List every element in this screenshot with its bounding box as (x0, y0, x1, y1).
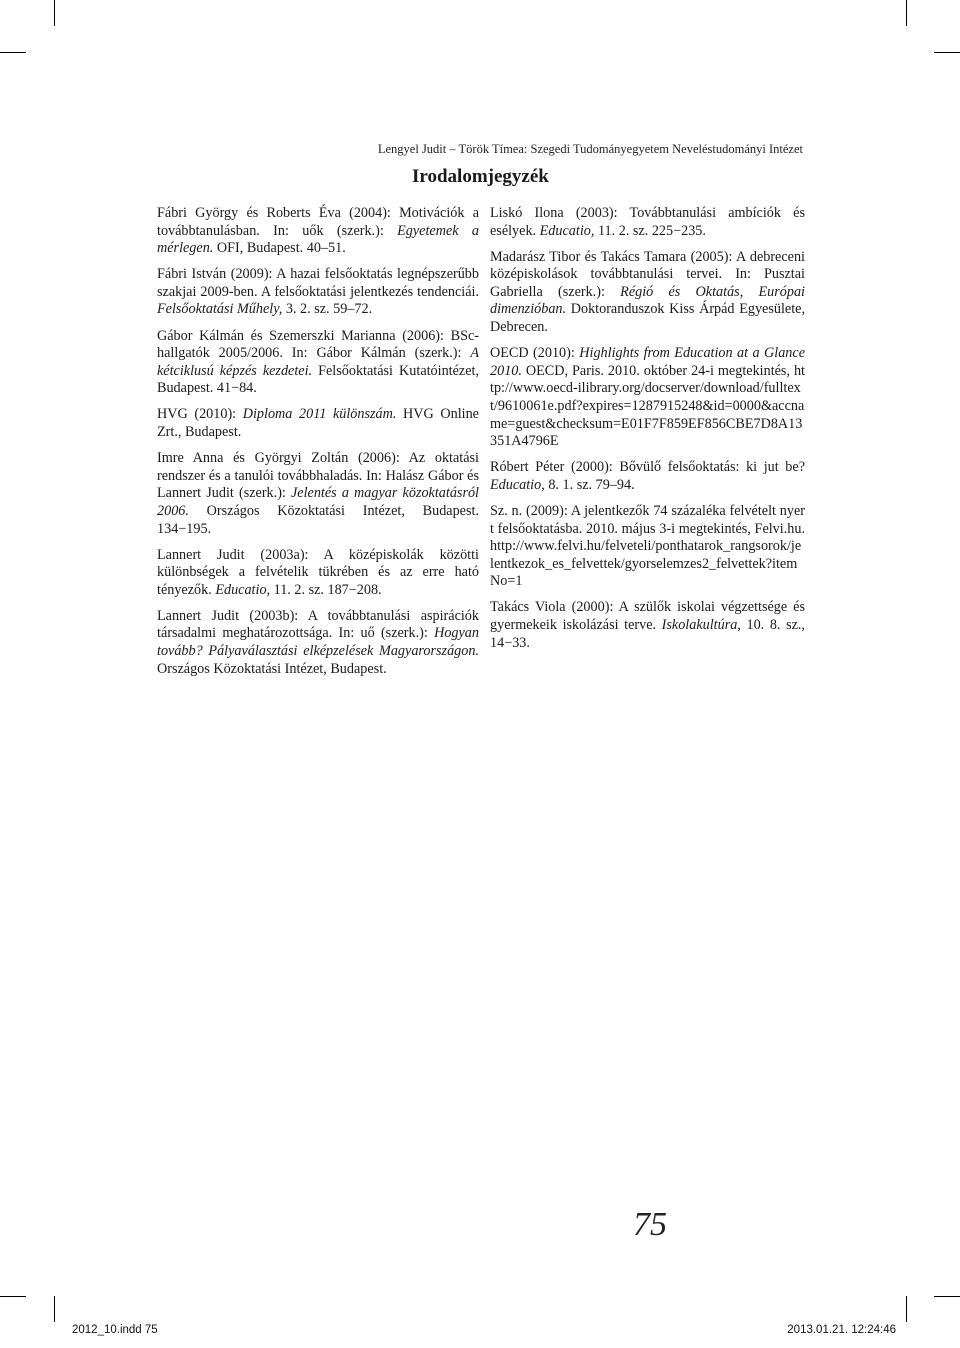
reference-entry: Takács Viola (2000): A szülők iskolai végzettsége és gyermekeik iskolázási terve. Iskolakultúra, 10. 8. sz., 14−33. (490, 599, 805, 651)
section-title: Irodalomjegyzék (412, 166, 549, 187)
crop-mark (906, 1296, 907, 1322)
crop-mark (934, 1296, 960, 1297)
references-left-column (157, 205, 479, 687)
reference-entry: Lannert Judit (2003b): A továbbtanulási aspirációk társadalmi meghatározottsága. In: uő (szerk.): Hogyan tovább? Pályaválasztási elképzelések Magyarországon. Országos Közoktatási Intézet, Budapest. (157, 607, 479, 677)
reference-entry: Lannert Judit (2003a): A középiskolák közötti különbségek a felvételik tükrében és az erre ható tényezők. Educatio, 11. 2. sz. 187−208. (157, 546, 479, 598)
reference-entry: Fábri György és Roberts Éva (2004): Motivációk a továbbtanulásban. In: uők (szerk.): Egyetemek a mérlegen. OFI, Budapest. 40–51. (157, 205, 479, 257)
reference-entry: Fábri István (2009): A hazai felsőoktatás legnépszerűbb szakjai 2009-ben. A felsőoktatási jelentkezés tendenciái. Felsőoktatási Műhely, 3. 2. sz. 59–72. (157, 266, 479, 318)
running-head: Lengyel Judit – Török Tímea: Szegedi Tudományegyetem Neveléstudományi Intézet (377, 142, 803, 156)
crop-mark (934, 52, 960, 53)
crop-mark (906, 0, 907, 26)
reference-entry: Gábor Kálmán és Szemerszki Marianna (2006): BSc-hallgatók 2005/2006. In: Gábor Kálmán (szerk.): A kétciklusú képzés kezdetei. Felsőoktatási Kutatóintézet, Budapest. 41−84. (157, 327, 480, 397)
reference-entry: Sz. n. (2009): A jelentkezők 74 százaléka felvételt nyert felsőoktatásba. 2010. május 3-i megtekintés, Felvi.hu. http://www.felvi.hu/felveteli/ponthatarok_rangsorok/jelentkezok_es_felvettek/gyorselemzes2_felvettek?itemNo=1 (490, 502, 805, 590)
footer-file-info: 2012_10.indd 75 (72, 1324, 158, 1336)
reference-entry: Imre Anna és Györgyi Zoltán (2006): Az oktatási rendszer és a tanulói továbbhaladás. In: Halász Gábor és Lannert Judit (szerk.): Jelentés a magyar közoktatásról 2006. Országos Közoktatási Intézet, Budapest. 134−195. (157, 450, 479, 537)
reference-entry: Róbert Péter (2000): Bővülő felsőoktatás: ki jut be? Educatio, 8. 1. sz. 79–94. (490, 459, 805, 493)
reference-entry: Liskó Ilona (2003): Továbbtanulási ambíciók és esélyek. Educatio, 11. 2. sz. 225−235. (490, 205, 805, 239)
references-right-column (490, 205, 805, 661)
footer-timestamp: 2013.01.21. 12:24:46 (787, 1324, 896, 1336)
crop-mark (54, 0, 55, 26)
crop-mark (0, 52, 26, 53)
crop-mark (0, 1296, 26, 1297)
reference-entry: HVG (2010): Diploma 2011 különszám. HVG Online Zrt., Budapest. (157, 406, 479, 441)
crop-mark (54, 1296, 55, 1322)
page-number: 75 (633, 1206, 667, 1243)
reference-entry: Madarász Tibor és Takács Tamara (2005): A debreceni középiskolások továbbtanulási tervei. In: Pusztai Gabriella (szerk.): Régió és Oktatás, Európai dimenzióban. Doktoranduszok Kiss Árpád Egyesülete, Debrecen. (490, 248, 805, 336)
reference-entry: OECD (2010): Highlights from Education at a Glance 2010. OECD, Paris. 2010. október 24-i megtekintés, http://www.oecd-ilibrary.org/docserver/download/fulltext/9610061e.pdf?expires=1287915248&id=0000&accname=guest&checksum=E01F7F859EF856CBE7D8A13351A4796E (490, 345, 805, 450)
